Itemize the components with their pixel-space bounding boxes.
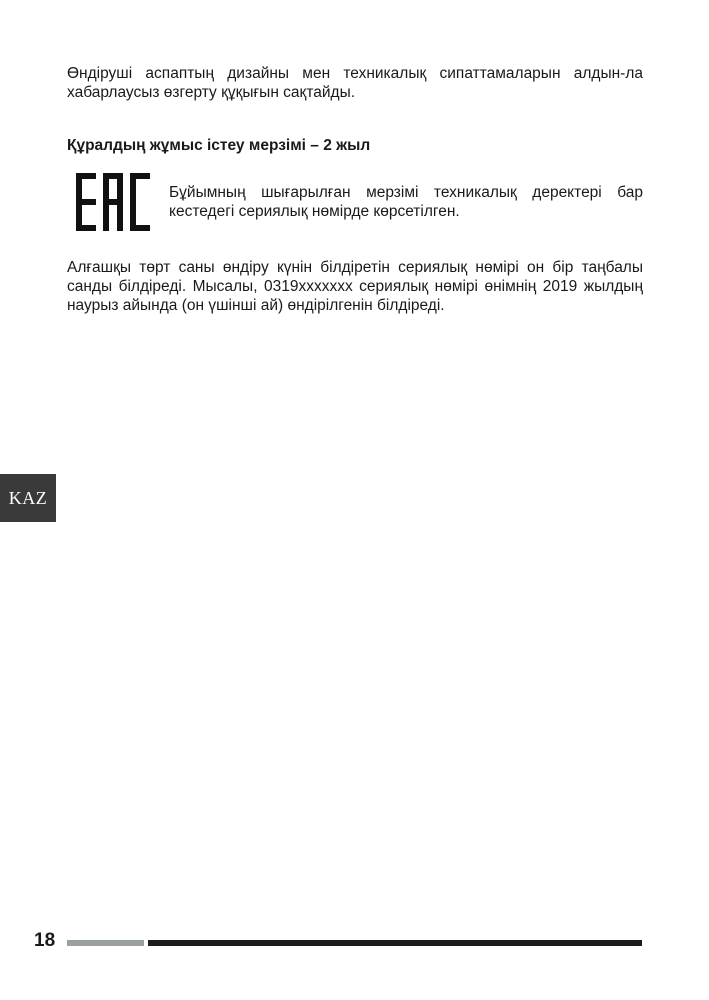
serial-example-paragraph: Алғашқы төрт саны өндіру күнін білдіретін сериялық нөмірі он бір таңбалы санды білдіреді. Мысалы, 0319xxxxxxx сериялық нөмірі өнімнің 2019 жылдың наурыз айында (он үшінші ай) өндірілгенін білдіреді. (67, 259, 643, 314)
serial-number-paragraph: Бұйымның шығарылған мерзімі техникалық деректері бар кестедегі сериялық нөмірде көрсетілген. (169, 184, 643, 220)
intro-paragraph: Өндіруші аспаптың дизайны мен техникалық сипаттамаларын алдын-ла хабарлаусыз өзгерту құқығын сақтайды. (67, 65, 643, 101)
service-life-heading: Құралдың жұмыс істеу мерзімі – 2 жыл (67, 137, 371, 154)
footer-bar-gray (67, 940, 144, 946)
language-tab: KAZ (0, 474, 56, 522)
eac-mark-icon (76, 173, 150, 231)
page-number: 18 (34, 930, 56, 951)
footer-bar-black (148, 940, 642, 946)
